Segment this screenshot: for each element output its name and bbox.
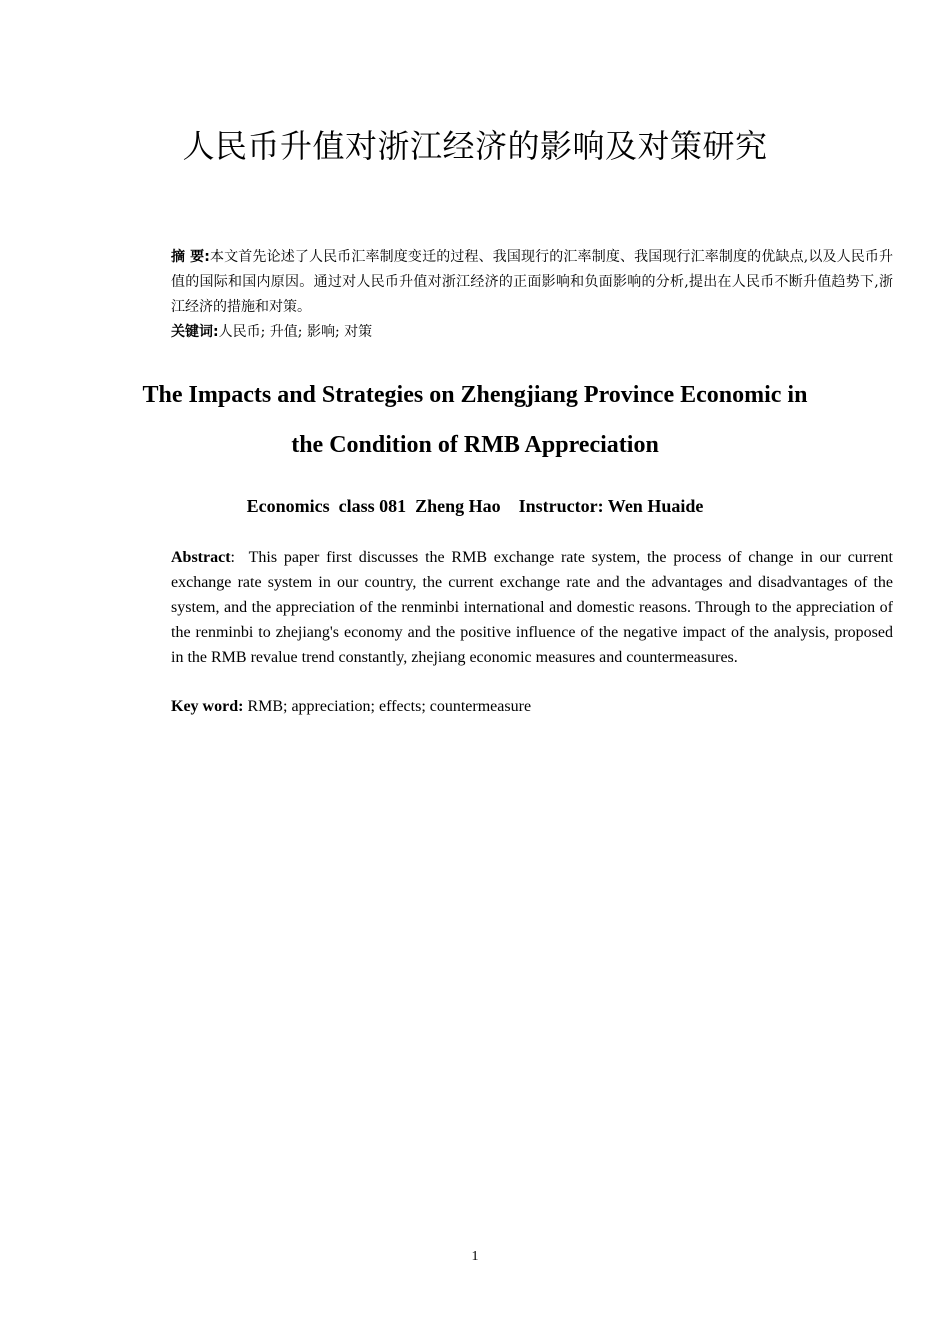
chinese-title: 人民币升值对浙江经济的影响及对策研究 bbox=[182, 127, 768, 165]
english-keywords-label: Key word: bbox=[171, 698, 244, 715]
author-line: Economics class 081 Zheng Hao Instructor: Wen Huaide bbox=[246, 496, 704, 516]
chinese-abstract-text: 本文首先论述了人民币汇率制度变迁的过程、我国现行的汇率制度、我国现行汇率制度的优缺点,以及人民币升值的国际和国内原因。通过对人民币升值对浙江经济的正面影响和负面影响的分析,提出在人民币不断升值趋势下,浙江经济的措施和对策。 bbox=[171, 249, 893, 315]
chinese-keywords-text: 人民币; 升值; 影响; 对策 bbox=[218, 324, 373, 340]
english-title bbox=[110, 370, 840, 470]
english-keywords bbox=[171, 694, 531, 719]
english-abstract bbox=[137, 545, 893, 670]
english-abstract-colon: : bbox=[230, 549, 235, 566]
english-keywords-text: RMB; appreciation; effects; countermeasure bbox=[247, 698, 532, 715]
chinese-keywords-label: 关键词: bbox=[171, 324, 219, 340]
english-title-line-2: the Condition of RMB Appreciation bbox=[291, 432, 659, 458]
page-number: 1 bbox=[471, 1249, 479, 1264]
chinese-abstract bbox=[137, 245, 893, 320]
chinese-keywords bbox=[171, 320, 372, 345]
english-abstract-label: Abstract bbox=[171, 549, 231, 566]
chinese-abstract-label: 摘 要: bbox=[171, 249, 210, 265]
english-abstract-text: This paper first discusses the RMB exchange rate system, the process of change in our current exchange rate system in our country, the current exchange rate and the advantages and disadvantages of the system, and the appreciation of the renminbi international and domestic reasons. Through to the appreciation of the renminbi to zhejiang's economy and the positive influence of the negative impact of the analysis, proposed in the RMB revalue trend constantly, zhejiang economic measures and countermeasures. bbox=[171, 549, 893, 666]
english-title-line-1: The Impacts and Strategies on Zhengjiang Province Economic in bbox=[142, 382, 808, 408]
